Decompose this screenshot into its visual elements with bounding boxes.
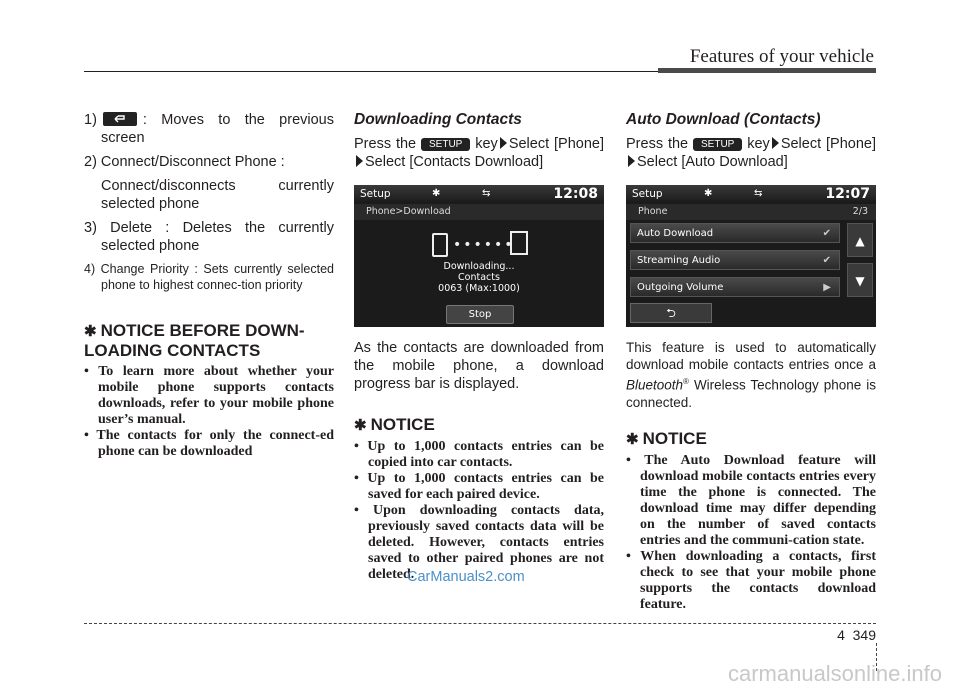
notice-bullets [626,453,876,613]
section-heading: Auto Download (Contacts) [626,111,821,128]
scroll-down-icon: ▼ [847,263,873,297]
instruction: Press the SETUP key Select [Phone]Select [Auto Download] [626,136,876,170]
page-number: 4 349 [837,627,876,643]
menu-item-streaming-audio: Streaming Audio ✔ [630,250,840,270]
list-item-priority: 4) Change Priority : Sets currently selected phone to highest connec-tion priority [84,262,334,292]
notice-heading: ✱ NOTICE [354,415,435,434]
bluetooth-icon: ✱ [432,188,441,199]
paragraph: As the contacts are downloaded from the mobile phone, a download progress bar is displayed. [354,340,604,392]
bottom-watermark: carmanualsonline.info [727,661,942,686]
check-icon: ✔ [822,255,831,266]
notice-bullet: • Upon downloading contacts data, previously saved contacts data will be deleted. However, contacts entries saved to other paired phones are not deleted. [354,503,604,582]
arrow-right-icon [356,155,363,167]
back-arrow-icon: ⮌ [630,303,712,323]
notice-bullets [84,364,334,460]
progress-dots-icon: •••••• [453,237,515,253]
notice-bullet: • The contacts for only the connect-ed phone can be downloaded [84,428,334,459]
paragraph: This feature is used to automatically download mobile contacts entries once a Bluetooth® Wireless Technology phone is connected. [626,340,876,410]
list-item-back: 1) : Moves to the previous screen [84,112,334,146]
arrow-right-icon [628,155,635,167]
list-item-delete: 3) Delete : Deletes the currently selected phone [84,220,334,254]
screen-titlebar: Setup ✱ ⇆ 12:08 [354,185,604,203]
screen-breadcrumb: Phone 2/3 [626,204,876,220]
stop-button: Stop [446,305,514,324]
notice-bullet: • The Auto Download feature will download mobile contacts entries every time the phone is connected. The download time may differ depending on the number of saved contacts entries and the communi-cation state. [626,452,876,548]
download-screen-image [354,185,604,327]
usb-icon: ⇆ [482,188,491,199]
usb-icon: ⇆ [754,188,763,199]
header-rule-thin [84,71,658,72]
watermark-text: CarManuals2.com [407,569,525,585]
notice-bullets [354,439,604,583]
menu-item-auto-download: Auto Download ✔ [630,223,840,243]
check-icon: ✔ [822,228,831,239]
notice-bullet: • When downloading a contacts, first check to see that your mobile phone supports the contacts download feature. [626,548,876,612]
notice-heading: ✱ NOTICE [626,428,707,448]
footer-rule [84,623,876,624]
scroll-up-icon: ▲ [847,223,873,257]
column-right [626,111,876,613]
notice-star-icon: ✱ [84,323,97,340]
section-heading: Downloading Contacts [354,111,522,128]
notice-star-icon: ✱ [626,430,639,448]
notice-bullet: • Up to 1,000 contacts entries can be copied into car contacts. [354,439,604,470]
bluetooth-icon: ✱ [704,188,713,199]
play-arrow-icon: ▶ [823,282,831,293]
menu-item-outgoing-volume: Outgoing Volume ▶ [630,277,840,297]
header-rule-thick [658,68,876,73]
contacts-doc-icon [510,231,528,255]
notice-heading: ✱ NOTICE BEFORE DOWN-LOADING CONTACTS [84,321,305,360]
setup-key-image: SETUP [421,138,470,151]
list-item-connect: 2) Connect/Disconnect Phone : [84,154,285,170]
arrow-right-icon [500,137,507,149]
screen-titlebar: Setup ✱ ⇆ 12:07 [626,185,876,203]
notice-bullet: • To learn more about whether your mobile phone supports contacts downloads, refer to your mobile phone user’s manual. [84,364,334,427]
notice-star-icon: ✱ [354,417,367,434]
back-key-image [103,112,137,126]
instruction: Press the SETUP key Select [Phone]Select [Contacts Download] [354,136,604,170]
setup-key-image: SETUP [693,138,742,151]
notice-bullet: • Up to 1,000 contacts entries can be saved for each paired device. [354,471,604,502]
column-middle [354,111,604,583]
column-left [84,111,334,460]
download-status: Downloading... Contacts 0063 (Max:1000) [438,261,520,294]
list-item-connect-desc: Connect/disconnects currently selected phone [101,178,334,212]
screen-breadcrumb: Phone>Download [354,204,604,220]
header-title: Features of your vehicle [689,46,874,67]
phone-icon [432,233,448,257]
phone-settings-screen-image [626,185,876,327]
back-arrow-icon [113,114,127,124]
arrow-right-icon [772,137,779,149]
